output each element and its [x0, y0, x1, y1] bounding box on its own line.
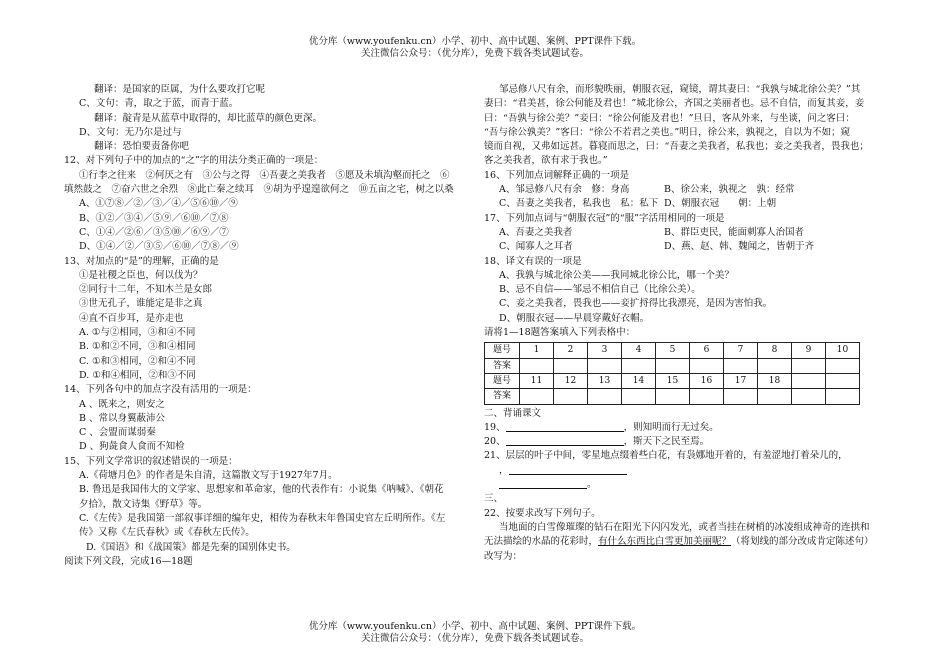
question-19-text: ，则知明而行无过矣。 [623, 421, 719, 433]
header-line-2: 关注微信公众号：（优分库），免费下载各类试题试卷。 [360, 48, 589, 59]
question-13-option-b: B. ①和②不同，③和④相同 [79, 341, 196, 353]
answer-cell[interactable] [690, 358, 724, 373]
answer-cell[interactable] [520, 358, 554, 373]
question-20-text: ，斯天下之民至焉。 [623, 436, 710, 448]
question-21-blank-1 [484, 464, 889, 478]
answer-cell[interactable] [792, 389, 826, 404]
answer-cell[interactable] [690, 389, 724, 404]
table-cell: 11 [520, 373, 554, 388]
page-footer [0, 621, 950, 645]
answer-table-instruction: 请将1—18题答案填入下列表格中： [484, 327, 636, 339]
question-12-option-c: C、①④／②⑥／③⑤⑩／⑥⑨／⑦ [79, 226, 229, 238]
question-22-text: 无法描绘的水晶的花彩时， [484, 536, 599, 548]
table-cell: 10 [826, 343, 860, 358]
passage-line: 邹忌修八尺有余，而形貌昳丽，朝服衣冠，窥镜，谓其妻曰：“我孰与城北徐公美？”其 [499, 84, 861, 95]
table-cell: 1 [520, 343, 554, 358]
option-line: D、文句：无乃尔是过与 [79, 126, 182, 138]
table-cell: 7 [724, 343, 758, 358]
option-line: C、文句：青，取之于蓝，而青于蓝。 [79, 98, 239, 110]
table-cell: 题号 [485, 373, 520, 388]
table-cell: 15 [656, 373, 690, 388]
table-cell: 18 [758, 373, 792, 388]
section-3-title: 三、 [484, 493, 504, 505]
question-16-option-a: A、邹忌修八尺有余 修：身高 [499, 184, 630, 196]
question-21-comma: ， [499, 464, 509, 476]
translation-line: 翻译：恐怕要责备你吧 [94, 141, 190, 153]
passage-line: “吾与徐公孰美？”客曰：“徐公不若君之美也。”明日，徐公来，孰视之，自以为不如；窥 [484, 126, 851, 138]
reading-instruction: 阅读下列文段，完成16—18题 [64, 555, 193, 567]
question-15-option-d: D.《国语》和《战国策》都是先秦的国别体史书。 [86, 541, 296, 553]
page-header [0, 36, 950, 60]
question-13-option-a: A. ①与②相同，③和④不同 [79, 327, 196, 339]
question-22-instruction: （将划线的部分改成肯定陈述句） [731, 536, 874, 548]
question-13-sentence: ②同行十二年，不知木兰是女郎 [79, 284, 213, 296]
table-cell: 13 [588, 373, 622, 388]
question-17-option-a: A、吾妻之美我者 [499, 226, 573, 238]
table-cell: 9 [792, 343, 826, 358]
answer-cell[interactable] [656, 358, 690, 373]
section-2-title: 二、背诵课文 [484, 407, 542, 419]
table-cell: 2 [554, 343, 588, 358]
table-cell [826, 373, 860, 388]
answer-cell[interactable] [622, 358, 656, 373]
answer-cell[interactable] [758, 389, 792, 404]
answer-cell[interactable] [724, 389, 758, 404]
table-row [485, 373, 860, 388]
answer-blank[interactable] [499, 478, 587, 489]
table-cell: 3 [588, 343, 622, 358]
question-13-option-c: C. ①和③相同，②和④不同 [79, 355, 196, 367]
question-17-option-d: D、燕、赵、韩、魏闻之，皆朝于齐 [664, 241, 815, 253]
question-20 [484, 435, 889, 449]
question-13-sentence: ①是社稷之臣也，何以伐为？ [79, 269, 203, 281]
header-line-1: 优分库（www.youfenku.cn）小学、初中、高中试题、案例、PPT课件下载。 [308, 36, 642, 47]
question-19 [484, 421, 889, 435]
right-column [484, 83, 889, 564]
question-15-option-c-cont: 传》又称《左氏春秋》或《春秋左氏传》。 [79, 527, 255, 539]
table-cell: 6 [690, 343, 724, 358]
translation-line: 翻译：是国家的臣属，为什么要攻打它呢 [94, 84, 266, 95]
question-12: 12、对下列句子中的加点的“之”字的用法分类正确的一项是： [64, 155, 324, 167]
question-18-option-d: D、朝服衣冠——早晨穿戴好衣帽。 [499, 312, 650, 324]
table-cell: 12 [554, 373, 588, 388]
table-cell: 4 [622, 343, 656, 358]
question-17-option-b: B、群臣吏民，能面刺寡人治国者 [664, 226, 804, 238]
footer-line-1: 优分库（www.youfenku.cn）小学、初中、高中试题、案例、PPT课件下载。 [308, 621, 642, 632]
question-17-row-2 [484, 240, 889, 254]
answer-cell[interactable] [826, 358, 860, 373]
question-12-items-line-2: 填然鼓之 ⑦奋六世之余烈 ⑧此亡秦之续耳 ⑨胡为乎遑遑欲何之 ⑩五亩之宅，树之以桑 [64, 184, 454, 196]
answer-cell[interactable] [724, 358, 758, 373]
table-cell: 16 [690, 373, 724, 388]
question-14-option-c: C 、会盟而谋弱秦 [79, 427, 156, 439]
question-15: 15、下列文学常识的叙述错误的一项是： [64, 455, 238, 467]
table-cell: 题号 [485, 343, 520, 358]
table-cell: 14 [622, 373, 656, 388]
question-16-row-2 [484, 197, 889, 211]
answer-cell[interactable] [656, 389, 690, 404]
passage-line: 镜而自视，又弗如远甚。暮寝而思之，曰：“吾妻之美我者，私我也；妾之美我者，畏我也； [484, 141, 869, 153]
answer-cell[interactable] [520, 389, 554, 404]
passage-line: 客之美我者，欲有求于我也。” [484, 155, 608, 167]
question-22-underlined: 有什么东西比白雪更加美丽呢？ [598, 536, 732, 548]
question-22-line-1: 当地面的白雪像璀璨的钻石在阳光下闪闪发光，或者当挂在树梢的冰凌组成神奇的连拱和 [499, 521, 870, 533]
answer-blank[interactable] [506, 421, 624, 432]
question-15-option-b: B. 鲁迅是我国伟大的文学家、思想家和革命家，他的代表作有：小说集《呐喊》、《朝花 [79, 484, 444, 496]
answer-cell[interactable] [554, 389, 588, 404]
question-16-row-1 [484, 183, 889, 197]
answer-table [484, 342, 860, 404]
question-12-option-d: D、①④／②／③⑤／⑥⑩／⑦⑧／⑨ [79, 241, 239, 253]
question-21-blank-2 [484, 478, 889, 492]
question-16-option-d: D、朝服衣冠 朝：上朝 [664, 198, 777, 210]
question-18-option-a: A、我孰与城北徐公美——我同城北徐公比，哪一个美？ [499, 269, 734, 281]
question-12-option-b: B、①②／③④／⑤⑨／⑥⑩／⑦⑧ [79, 212, 229, 224]
table-row [485, 389, 860, 404]
question-13-sentence: ④直不百步耳，是亦走也 [79, 312, 184, 324]
table-cell: 17 [724, 373, 758, 388]
question-12-option-a: A、①⑦⑧／②／③／④／⑤⑥⑩／⑨ [79, 198, 238, 210]
question-13-option-d: D. ①和④相同，②和③不同 [79, 369, 196, 381]
question-21: 21、层层的叶子中间，零星地点缀着些白花，有袅娜地开着的，有羞涩地打着朵儿的， [484, 450, 848, 462]
table-cell [792, 373, 826, 388]
question-14-option-d: D 、狗彘食人食而不知检 [79, 441, 185, 453]
answer-cell[interactable] [758, 358, 792, 373]
question-17-option-c: C、闻寡人之耳者 [499, 241, 573, 253]
answer-cell[interactable] [622, 389, 656, 404]
table-row [485, 343, 860, 358]
answer-cell[interactable] [588, 358, 622, 373]
table-cell: 答案 [485, 389, 520, 404]
question-22-rewrite-label: 改写为： [484, 550, 523, 562]
question-16-option-c: C、吾妻之美我者，私我也 私：私下 [499, 198, 659, 210]
question-15-option-c: C.《左传》是我国第一部叙事详细的编年史，相传为春秋末年鲁国史官左丘明所作。《左 [79, 512, 446, 524]
question-16: 16、下列加点词解释正确的一项是 [484, 169, 630, 181]
question-17-row-1 [484, 226, 889, 240]
question-14-option-b: B 、常以身翼蔽沛公 [79, 412, 166, 424]
question-13: 13、对加点的“是”的理解，正确的是 [64, 255, 219, 267]
passage-line: 曰：“吾孰与徐公美？”妾曰：“徐公何能及君也！”旦日，客从外来，与坐谈，问之客曰： [484, 112, 855, 124]
question-20-number: 20、 [484, 436, 506, 448]
translation-line: 翻译：靛青是从蓝草中取得的，却比蓝草的颜色更深。 [94, 112, 323, 124]
table-cell: 5 [656, 343, 690, 358]
question-22: 22、按要求改写下列句子。 [484, 507, 601, 519]
question-17: 17、下列加点词与“朝服衣冠”的“服”字活用相同的一项是 [484, 212, 725, 224]
question-18-option-b: B、忌不自信——邹忌不相信自己（比徐公美）。 [499, 284, 701, 296]
question-14: 14、下列各句中的加点字没有活用的一项是： [64, 384, 257, 396]
footer-line-2: 关注微信公众号：（优分库），免费下载各类试题试卷。 [360, 633, 589, 644]
question-15-option-b-cont: 夕拾》，散文诗集《野草》等。 [79, 498, 208, 510]
question-21-period: 。 [587, 479, 597, 491]
answer-cell[interactable] [554, 358, 588, 373]
answer-cell[interactable] [588, 389, 622, 404]
table-row [485, 358, 860, 373]
left-column [64, 83, 469, 569]
question-18: 18、译文有误的一项是 [484, 255, 582, 267]
question-13-sentence: ③世无孔子，谁能定是非之真 [79, 298, 203, 310]
answer-cell[interactable] [826, 389, 860, 404]
question-14-option-a: A 、既来之，则安之 [79, 398, 165, 410]
question-15-option-a: A.《荷塘月色》的作者是朱自清，这篇散文写于1927年7月。 [79, 470, 338, 482]
question-12-items-line-1: ①行李之往来 ②何厌之有 ③公与之得 ④吾妻之美我者 ⑤愿及未填沟壑而托之 ⑥ [79, 169, 450, 181]
answer-blank[interactable] [509, 464, 627, 475]
question-22-line-2 [484, 535, 889, 549]
question-19-number: 19、 [484, 421, 506, 433]
question-18-option-c: C、妾之美我者，畏我也——妾扩捋得比我漂亮，是因为害怕我。 [499, 298, 773, 310]
passage-line: 妻曰：“君美甚，徐公何能及君也！”城北徐公，齐国之美丽者也。忌不自信，而复其妾，妾 [484, 98, 865, 110]
answer-blank[interactable] [506, 435, 624, 446]
table-cell: 8 [758, 343, 792, 358]
table-cell: 答案 [485, 358, 520, 373]
answer-cell[interactable] [792, 358, 826, 373]
question-16-option-b: B、徐公来，孰视之 孰：经常 [664, 184, 795, 196]
